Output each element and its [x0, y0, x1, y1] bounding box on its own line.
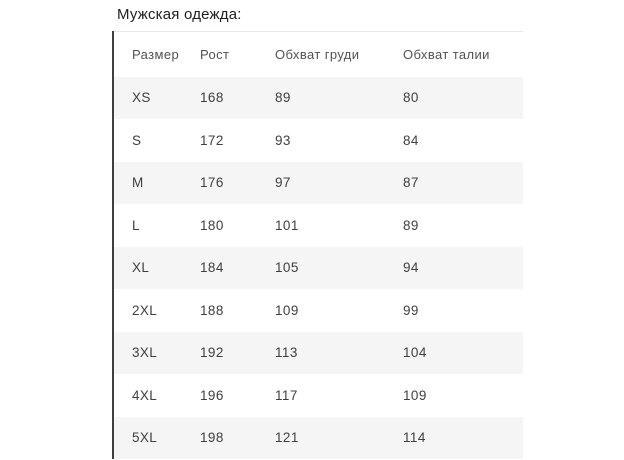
table-row [113, 162, 523, 205]
table-row [113, 374, 523, 417]
column-header-height: Рост [200, 46, 230, 62]
table-cell: 2XL [132, 302, 158, 318]
table-cell: S [132, 132, 142, 148]
table-cell: 192 [200, 345, 224, 361]
table-cell: 89 [275, 90, 291, 106]
column-header-chest: Обхват груди [275, 46, 360, 62]
table-cell: L [132, 217, 140, 233]
table-cell: 114 [403, 430, 426, 446]
size-table-header [113, 32, 523, 77]
table-cell: 93 [275, 132, 291, 148]
table-cell: 180 [200, 217, 224, 233]
column-header-waist: Обхват талии [403, 46, 490, 62]
size-table [112, 31, 523, 459]
header-row [113, 32, 523, 77]
section-title: Мужская одежда: [117, 6, 242, 23]
table-cell: 117 [275, 387, 298, 403]
table-row [113, 289, 523, 332]
table-cell: 168 [200, 90, 224, 106]
table-body [113, 77, 523, 460]
table-cell: 3XL [132, 345, 158, 361]
table-cell: 188 [200, 302, 224, 318]
table-cell: 101 [275, 217, 299, 233]
table-cell: 5XL [132, 430, 158, 446]
table-cell: 184 [200, 260, 224, 276]
table-cell: 113 [275, 345, 298, 361]
table-cell: 80 [403, 90, 419, 106]
table-row [113, 77, 523, 120]
table-cell: 89 [403, 217, 419, 233]
column-header-size: Размер [132, 46, 180, 62]
table-cell: 94 [403, 260, 419, 276]
table-row [113, 247, 523, 290]
table-cell: 87 [403, 175, 419, 191]
table-row [113, 204, 523, 247]
table-cell: 99 [403, 302, 419, 318]
table-cell: 84 [403, 132, 419, 148]
table-cell: 105 [275, 260, 299, 276]
table-row [113, 119, 523, 162]
table-cell: 4XL [132, 387, 158, 403]
table-cell: 121 [275, 430, 299, 446]
table-cell: 109 [275, 302, 299, 318]
table-row [113, 417, 523, 460]
table-cell: 97 [275, 175, 291, 191]
table-cell: 104 [403, 345, 427, 361]
table-cell: M [132, 175, 144, 191]
table-cell: 196 [200, 387, 224, 403]
table-cell: XL [132, 260, 150, 276]
table-cell: XS [132, 90, 151, 106]
table-cell: 198 [200, 430, 224, 446]
table-cell: 109 [403, 387, 427, 403]
table-cell: 172 [200, 132, 224, 148]
table-cell: 176 [200, 175, 224, 191]
table-row [113, 332, 523, 375]
